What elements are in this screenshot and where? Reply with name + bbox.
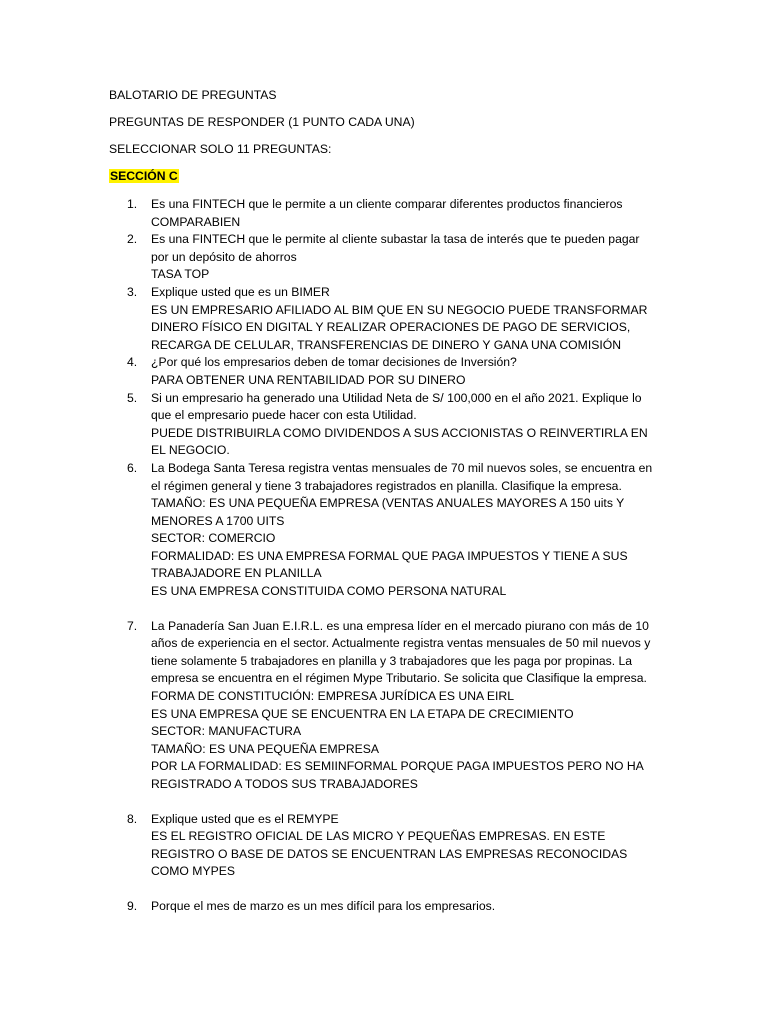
answer-constitution: ES UNA EMPRESA CONSTITUIDA COMO PERSONA NATURAL <box>151 584 507 599</box>
question-item-8 <box>127 811 656 898</box>
spacer <box>151 881 656 898</box>
document-subtitle: PREGUNTAS DE RESPONDER (1 PUNTO CADA UNA) <box>109 115 415 129</box>
answer-formality: FORMALIDAD: ES UNA EMPRESA FORMAL QUE PAGA IMPUESTOS Y TIENE A SUS TRABAJADORE EN PLANILLA <box>151 548 628 581</box>
spacer <box>151 601 656 618</box>
answer-text: PUEDE DISTRIBUIRLA COMO DIVIDENDOS A SUS ACCIONISTAS O REINVERTIRLA EN EL NEGOCIO. <box>151 425 648 458</box>
question-number: 6. <box>127 460 138 475</box>
question-item-2 <box>127 231 656 284</box>
answer-text: ES EL REGISTRO OFICIAL DE LAS MICRO Y PEQUEÑAS EMPRESAS. EN ESTE REGISTRO O BASE DE DATOS SE ENCUENTRAN LAS EMPRESAS RECONOCIDAS COMO MYPES <box>151 829 628 879</box>
question-item-4 <box>127 354 656 389</box>
question-item-6 <box>127 460 656 618</box>
section-heading <box>109 168 179 186</box>
question-number: 1. <box>127 197 138 211</box>
question-text: Porque el mes de marzo es un mes difícil para los empresarios. <box>151 898 496 913</box>
question-text: Si un empresario ha generado una Utilidad Neta de S/ 100,000 en el año 2021. Explique lo que el empresario puede hacer con esta Utilidad. <box>151 390 642 423</box>
answer-text: COMPARABIEN <box>151 214 241 229</box>
section-highlight: SECCIÓN C <box>110 169 178 183</box>
question-text: Explique usted que es el REMYPE <box>151 811 339 826</box>
question-text: La Panadería San Juan E.I.R.L. es una empresa líder en el mercado piurano con más de 10 años de experiencia en el sector. Actualmente registra ventas mensuales de 50 mil nuevos y tiene solamente 5 trabajadores en planilla y 3 trabajadores que les paga por propinas. La empresa se encuentra en el régimen Mype Tributario. Se solicita que Clasifique la empresa. <box>151 618 651 686</box>
question-list <box>127 196 656 916</box>
question-item-7 <box>127 618 656 811</box>
question-item-9 <box>127 898 656 916</box>
spacer <box>151 794 656 811</box>
answer-text: TASA TOP <box>151 267 210 282</box>
question-item-5 <box>127 390 656 460</box>
instruction-text: SELECCIONAR SOLO 11 PREGUNTAS: <box>109 142 332 156</box>
question-number: 4. <box>127 355 138 370</box>
question-number: 9. <box>127 898 138 913</box>
answer-constitution: FORMA DE CONSTITUCIÓN: EMPRESA JURÍDICA ES UNA EIRL <box>151 689 514 704</box>
answer-text: PARA OBTENER UNA RENTABILIDAD POR SU DINERO <box>151 372 466 387</box>
question-text: La Bodega Santa Teresa registra ventas mensuales de 70 mil nuevos soles, se encuentra en el régimen general y tiene 3 trabajadores registrados en planilla. Clasifique la empresa. <box>151 460 653 493</box>
answer-text: ES UN EMPRESARIO AFILIADO AL BIM QUE EN SU NEGOCIO PUEDE TRANSFORMAR DINERO FÍSICO EN DIGITAL Y REALIZAR OPERACIONES DE PAGO DE SERVICIOS, RECARGA DE CELULAR, TRANSFERENCIAS DE DINERO Y GANA UNA COMISIÓN <box>151 302 648 352</box>
answer-sector: SECTOR: COMERCIO <box>151 531 276 546</box>
answer-stage: ES UNA EMPRESA QUE SE ENCUENTRA EN LA ETAPA DE CRECIMIENTO <box>151 706 574 721</box>
question-number: 3. <box>127 284 138 299</box>
question-text: Es una FINTECH que le permite a un cliente comparar diferentes productos financieros <box>151 197 623 211</box>
answer-size: TAMAÑO: ES UNA PEQUEÑA EMPRESA <box>151 741 380 756</box>
document-title: BALOTARIO DE PREGUNTAS <box>109 88 277 102</box>
question-text: Es una FINTECH que le permite al cliente subastar la tasa de interés que te pueden pagar por un depósito de ahorros <box>151 232 640 264</box>
question-number: 5. <box>127 390 138 405</box>
question-number: 8. <box>127 811 138 826</box>
answer-size: TAMAÑO: ES UNA PEQUEÑA EMPRESA (VENTAS ANUALES MAYORES A 150 uits Y MENORES A 1700 UITS <box>151 496 624 528</box>
question-item-1 <box>127 196 656 231</box>
question-text: ¿Por qué los empresarios deben de tomar decisiones de Inversión? <box>151 355 517 370</box>
question-number: 7. <box>127 618 138 633</box>
answer-sector: SECTOR: MANUFACTURA <box>151 724 302 739</box>
question-text: Explique usted que es un BIMER <box>151 284 330 299</box>
question-item-3 <box>127 284 656 354</box>
question-number: 2. <box>127 232 138 247</box>
answer-formality: POR LA FORMALIDAD: ES SEMIINFORMAL PORQUE PAGA IMPUESTOS PERO NO HA REGISTRADO A TODOS SUS TRABAJADORES <box>151 759 644 791</box>
